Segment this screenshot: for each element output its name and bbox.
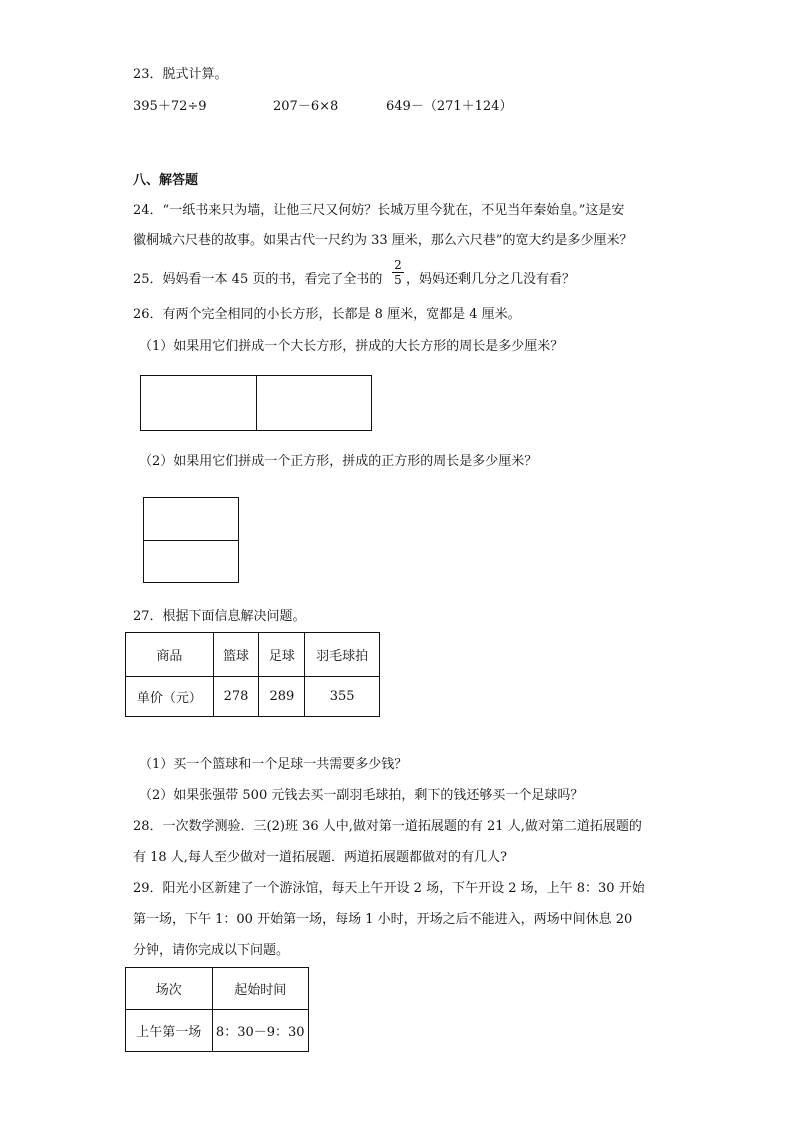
q26-square-top bbox=[143, 497, 239, 541]
q26-sub-1: （1）如果用它们拼成一个大长方形，拼成的大长方形的周长是多少厘米？ bbox=[139, 339, 564, 354]
q25-fraction-denominator: 5 bbox=[394, 273, 402, 287]
q29-line-2: 第一场，下午 1：00 开始第一场，每场 1 小时，开场之后不能进入，两场中间休息 20 bbox=[133, 912, 633, 927]
q23-expression-3: 649－（271＋124） bbox=[386, 99, 513, 114]
table-header-cell: 足球 bbox=[259, 633, 305, 677]
table-header-cell: 商品 bbox=[126, 633, 214, 677]
table-cell: 278 bbox=[213, 677, 259, 717]
q27-price-table bbox=[125, 632, 380, 717]
table-cell: 8：30－9：30 bbox=[212, 1010, 309, 1052]
table-header-cell: 起始时间 bbox=[212, 968, 309, 1010]
section-8-title: 八、解答题 bbox=[133, 173, 199, 188]
q29-schedule-table bbox=[125, 967, 309, 1052]
table-header-cell: 场次 bbox=[126, 968, 213, 1010]
q29-line-3: 分钟，请你完成以下问题。 bbox=[133, 943, 290, 958]
table-row bbox=[126, 633, 380, 677]
table-row bbox=[126, 968, 309, 1010]
q25-fraction bbox=[392, 259, 404, 286]
q27-sub-1: （1）买一个篮球和一个足球一共需要多少钱？ bbox=[139, 757, 408, 772]
table-header-cell: 篮球 bbox=[213, 633, 259, 677]
q24-line-2: 徽桐城六尺巷的故事。如果古代一尺约为 33 厘米，那么六尺巷”的宽大约是多少厘米？ bbox=[133, 233, 633, 248]
table-cell: 上午第一场 bbox=[126, 1010, 213, 1052]
q28-line-1: 28．一次数学测验．三(2)班 36 人中,做对第一道拓展题的有 21 人,做对第二道拓展题的 bbox=[133, 819, 642, 834]
q25-text-before: 25．妈妈看一本 45 页的书，看完了全书的 bbox=[133, 272, 383, 287]
q26-long-rectangle-right bbox=[256, 375, 372, 431]
q26-title: 26．有两个完全相同的小长方形，长都是 8 厘米，宽都是 4 厘米。 bbox=[133, 307, 521, 322]
q23-expression-1: 395＋72÷9 bbox=[133, 99, 207, 114]
table-cell: 单价（元） bbox=[126, 677, 214, 717]
table-header-cell: 羽毛球拍 bbox=[305, 633, 380, 677]
q25-text-after: ，妈妈还剩几分之几没有看？ bbox=[406, 272, 576, 287]
q26-long-rectangle-left bbox=[140, 375, 257, 431]
q23-title: 23．脱式计算。 bbox=[133, 67, 228, 82]
q26-sub-2: （2）如果用它们拼成一个正方形，拼成的正方形的周长是多少厘米？ bbox=[139, 454, 538, 469]
table-row bbox=[126, 1010, 309, 1052]
q25-fraction-numerator: 2 bbox=[394, 258, 402, 272]
q29-line-1: 29．阳光小区新建了一个游泳馆，每天上午开设 2 场，下午开设 2 场，上午 8：30 开始 bbox=[133, 881, 645, 896]
q27-sub-2: （2）如果张强带 500 元钱去买一副羽毛球拍，剩下的钱还够买一个足球吗？ bbox=[139, 788, 584, 803]
table-row bbox=[126, 677, 380, 717]
q24-line-1: 24．“一纸书来只为墙，让他三尺又何妨？长城万里今犹在，不见当年秦始皇。”这是安 bbox=[133, 203, 625, 218]
q27-title: 27．根据下面信息解决问题。 bbox=[133, 609, 306, 624]
q28-line-2: 有 18 人,每人至少做对一道拓展题．两道拓展题都做对的有几人? bbox=[133, 850, 507, 865]
q23-expression-2: 207－6×8 bbox=[273, 99, 339, 114]
table-cell: 355 bbox=[305, 677, 380, 717]
table-cell: 289 bbox=[259, 677, 305, 717]
q26-square-bottom bbox=[143, 540, 239, 583]
